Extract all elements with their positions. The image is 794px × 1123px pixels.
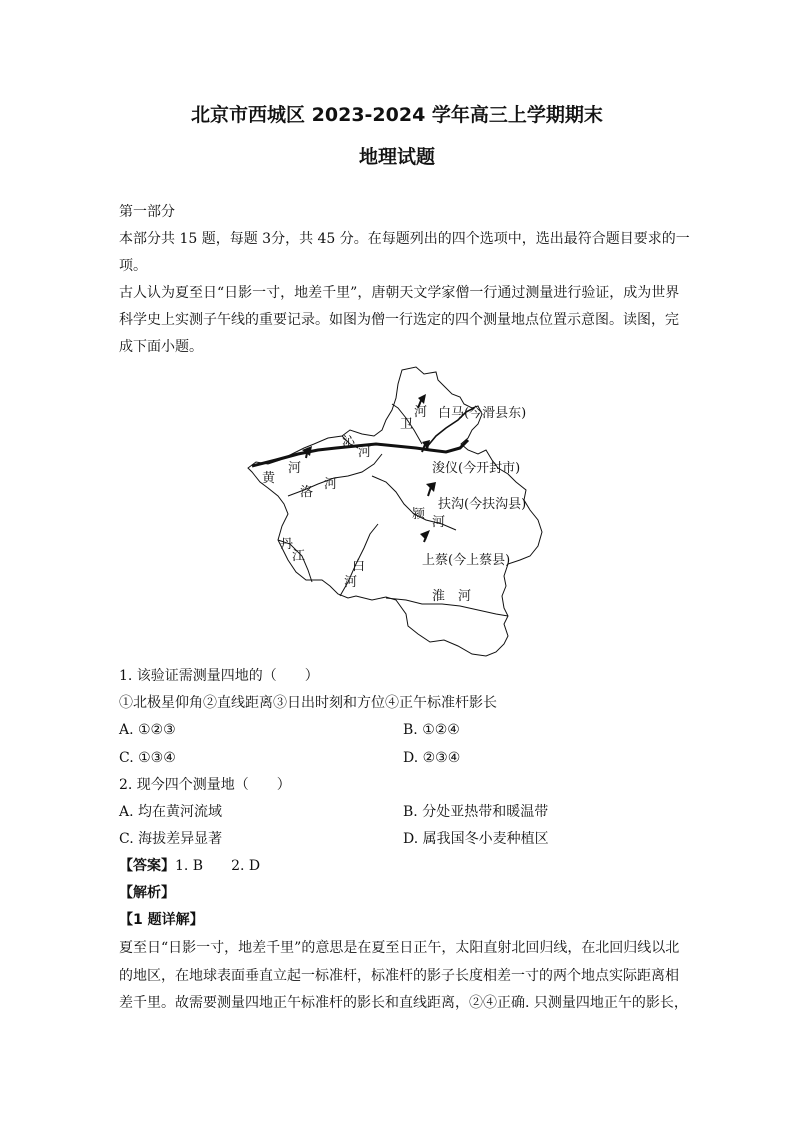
analysis-sub-label: 【1 题详解】 <box>119 912 204 928</box>
answer-label: 【答案】 <box>119 858 175 874</box>
question-1-detail: ①北极星仰角②直线距离③日出时刻和方位④正午标准杆影长 <box>119 695 497 711</box>
map-label-dan: 丹 <box>280 537 294 552</box>
map-label-he3: 河 <box>288 461 302 476</box>
question-1-option-d[interactable]: D. ②③④ <box>403 750 461 766</box>
survey-sites-map <box>246 364 546 659</box>
question-1-option-c[interactable]: C. ①③④ <box>119 750 176 766</box>
map-label-jiang: 江 <box>292 549 306 564</box>
map-label-baima: 白马(今滑县东) <box>438 406 527 421</box>
huai-river <box>386 598 508 616</box>
map-label-ying: 颍 <box>412 507 426 522</box>
instructions-line-1: 本部分共 15 题，每题 3分，共 45 分。在每题列出的四个选项中，选出最符合题目要求的一 <box>119 231 690 247</box>
analysis-line-2: 的地区，在地球表面垂直立起一标准杆，标准杆的影子长度相差一寸的两个地点实际距离相 <box>119 968 679 984</box>
map-label-he5: 河 <box>432 515 446 530</box>
map-label-luo: 洛 <box>300 485 314 500</box>
fugou-marker-icon <box>426 482 436 496</box>
passage-line-1: 古人认为夏至日“日影一寸，地差千里”，唐朝天文学家僧一行通过测量进行验证，成为世界 <box>119 285 680 301</box>
page-subtitle: 地理试题 <box>358 146 435 168</box>
map-label-shangcai: 上蔡(今上蔡县) <box>422 553 511 568</box>
shangcai-marker-icon <box>420 530 430 542</box>
map-label-huang: 黄 <box>262 471 276 486</box>
analysis-line-1: 夏至日“日影一寸，地差千里”的意思是在夏至日正午，太阳直射北回归线，在北回归线以北 <box>119 940 680 956</box>
map-label-wei: 卫 <box>400 417 414 432</box>
question-1-option-a[interactable]: A. ①②③ <box>119 722 176 738</box>
question-1-option-b[interactable]: B. ①②④ <box>403 722 460 738</box>
page-title: 北京市西城区 2023-2024 学年高三上学期期末 <box>191 104 603 126</box>
question-2-option-c[interactable]: C. 海拔差异显著 <box>119 831 223 847</box>
question-2-option-d[interactable]: D. 属我国冬小麦种植区 <box>403 831 549 847</box>
map-label-huai: 淮 <box>432 589 446 604</box>
analysis-line-3: 差千里。故需要测量四地正午标准杆的影长和直线距离，②④正确. 只测量四地正午的影长， <box>119 995 688 1011</box>
map-label-qin: 沁 <box>342 435 356 450</box>
question-2-option-b[interactable]: B. 分处亚热带和暖温带 <box>403 804 549 820</box>
question-2-stem: 2. 现今四个测量地（ ） <box>119 777 291 793</box>
map-label-bai: 白 <box>352 559 366 574</box>
map-label-he6: 河 <box>344 575 358 590</box>
question-2-option-a[interactable]: A. 均在黄河流域 <box>119 804 223 820</box>
map-label-he1: 河 <box>414 405 428 420</box>
map-label-he2: 河 <box>358 445 372 460</box>
passage-line-3: 成下面小题。 <box>119 339 203 355</box>
map-label-fugou: 扶沟(今扶沟县) <box>438 497 527 512</box>
answer-value: 1. B 2. D <box>175 858 261 874</box>
answer-line <box>119 858 260 874</box>
analysis-label: 【解析】 <box>119 885 175 901</box>
part-label: 第一部分 <box>119 204 175 220</box>
passage-line-2: 科学史上实测子午线的重要记录。如图为僧一行选定的四个测量地点位置示意图。读图，完 <box>119 312 679 328</box>
question-1-stem: 1. 该验证需测量四地的（ ） <box>119 668 319 684</box>
map-label-he4: 河 <box>324 477 338 492</box>
map-label-junyi: 浚仪(今开封市) <box>432 461 521 476</box>
map-label-he7: 河 <box>458 589 472 604</box>
instructions-line-2: 项。 <box>119 258 147 274</box>
